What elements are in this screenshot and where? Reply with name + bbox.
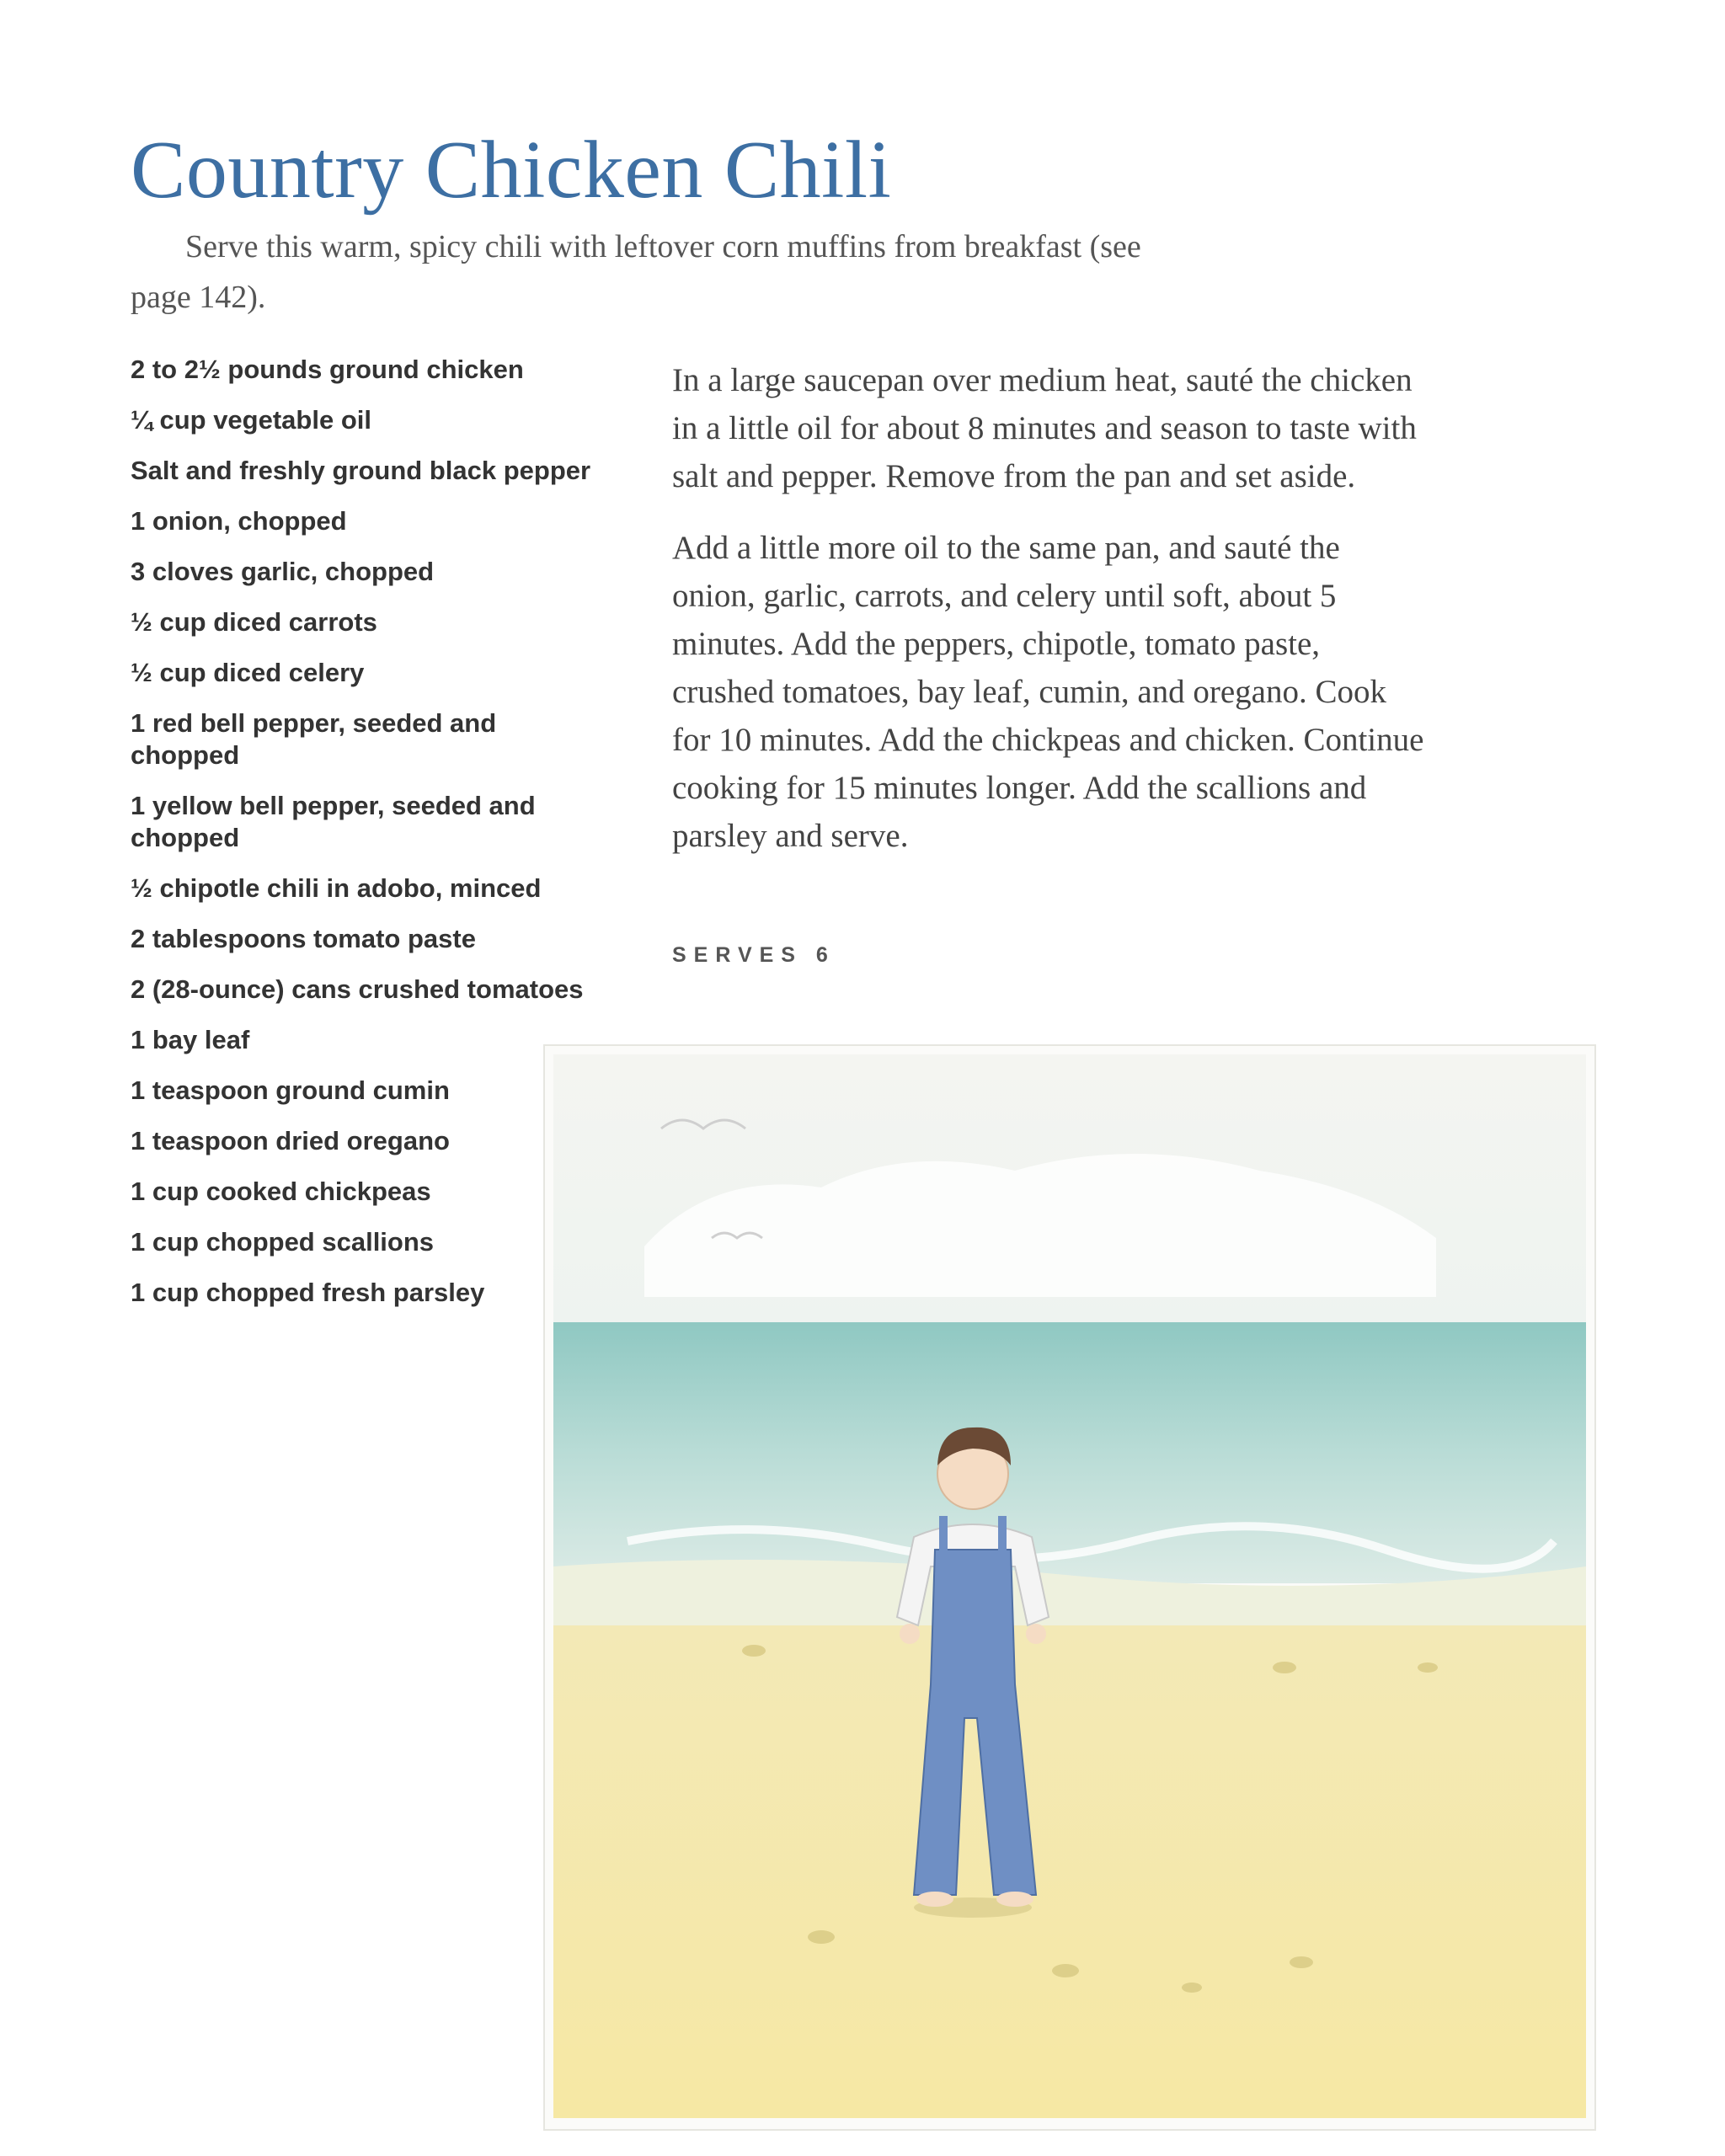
overalls-strap-left [939,1516,948,1554]
ingredient-item: 1 yellow bell pepper, seeded and chopped [131,791,536,852]
ingredient-item: ½ cup diced carrots [131,607,377,637]
ingredient-item: 1 onion, chopped [131,506,347,536]
ingredient-item: 1 teaspoon dried oregano [131,1126,450,1155]
direction-step: In a large saucepan over medium heat, sauté the chicken in a little oil for about 8 minutes and season to taste with salt and pepper. Remove from the pan and set aside. [672,362,1417,494]
ingredient-item: 3 cloves garlic, chopped [131,557,435,586]
direction-step: Add a little more oil to the same pan, and sauté the onion, garlic, carrots, and celery until soft, about 5 minutes. Add the peppers, chipotle, tomato paste, crushed tomatoes, bay leaf, cumin, and oregano. Cook for 10 minutes. Add the chickpeas and chicken. Continue cooking for 15 minutes longer. Add the scallions and parsley and serve. [672,530,1424,854]
child-hand-right [1026,1624,1046,1644]
recipe-intro: Serve this warm, spicy chili with leftover corn muffins from breakfast (see page 142). [131,229,1141,315]
recipe-title: Country Chicken Chili [131,124,892,216]
sea [553,1322,1586,1583]
overalls-strap-right [998,1516,1007,1554]
ingredient-item: Salt and freshly ground black pepper [131,456,591,485]
illustration-svg [543,1044,1596,2131]
child-hand-left [900,1624,920,1644]
ingredient-item: 1 bay leaf [131,1025,250,1054]
ingredient-item: 1 teaspoon ground cumin [131,1075,450,1105]
ingredient-item: ½ cup diced celery [131,658,365,687]
child-foot-left [916,1892,953,1907]
ingredient-item: 1 cup chopped fresh parsley [131,1278,485,1307]
ingredient-item: 1 cup cooked chickpeas [131,1177,431,1206]
child-foot-right [996,1892,1033,1907]
ingredient-item: ½ chipotle chili in adobo, minced [131,873,542,903]
ingredient-item: 1 cup chopped scallions [131,1227,435,1257]
recipe-directions [672,356,1430,883]
serves-label: SERVES 6 [672,943,836,967]
ingredient-list [131,354,602,1327]
ingredient-item: 2 tablespoons tomato paste [131,924,476,953]
ingredient-item: ¼ cup vegetable oil [131,405,371,435]
ingredient-item: 2 to 2½ pounds ground chicken [131,355,524,384]
beach-watercolor-illustration [543,1044,1596,2131]
ingredient-item: 2 (28-ounce) cans crushed tomatoes [131,974,584,1004]
ingredient-item: 1 red bell pepper, seeded and chopped [131,708,497,770]
sand [553,1625,1586,2118]
